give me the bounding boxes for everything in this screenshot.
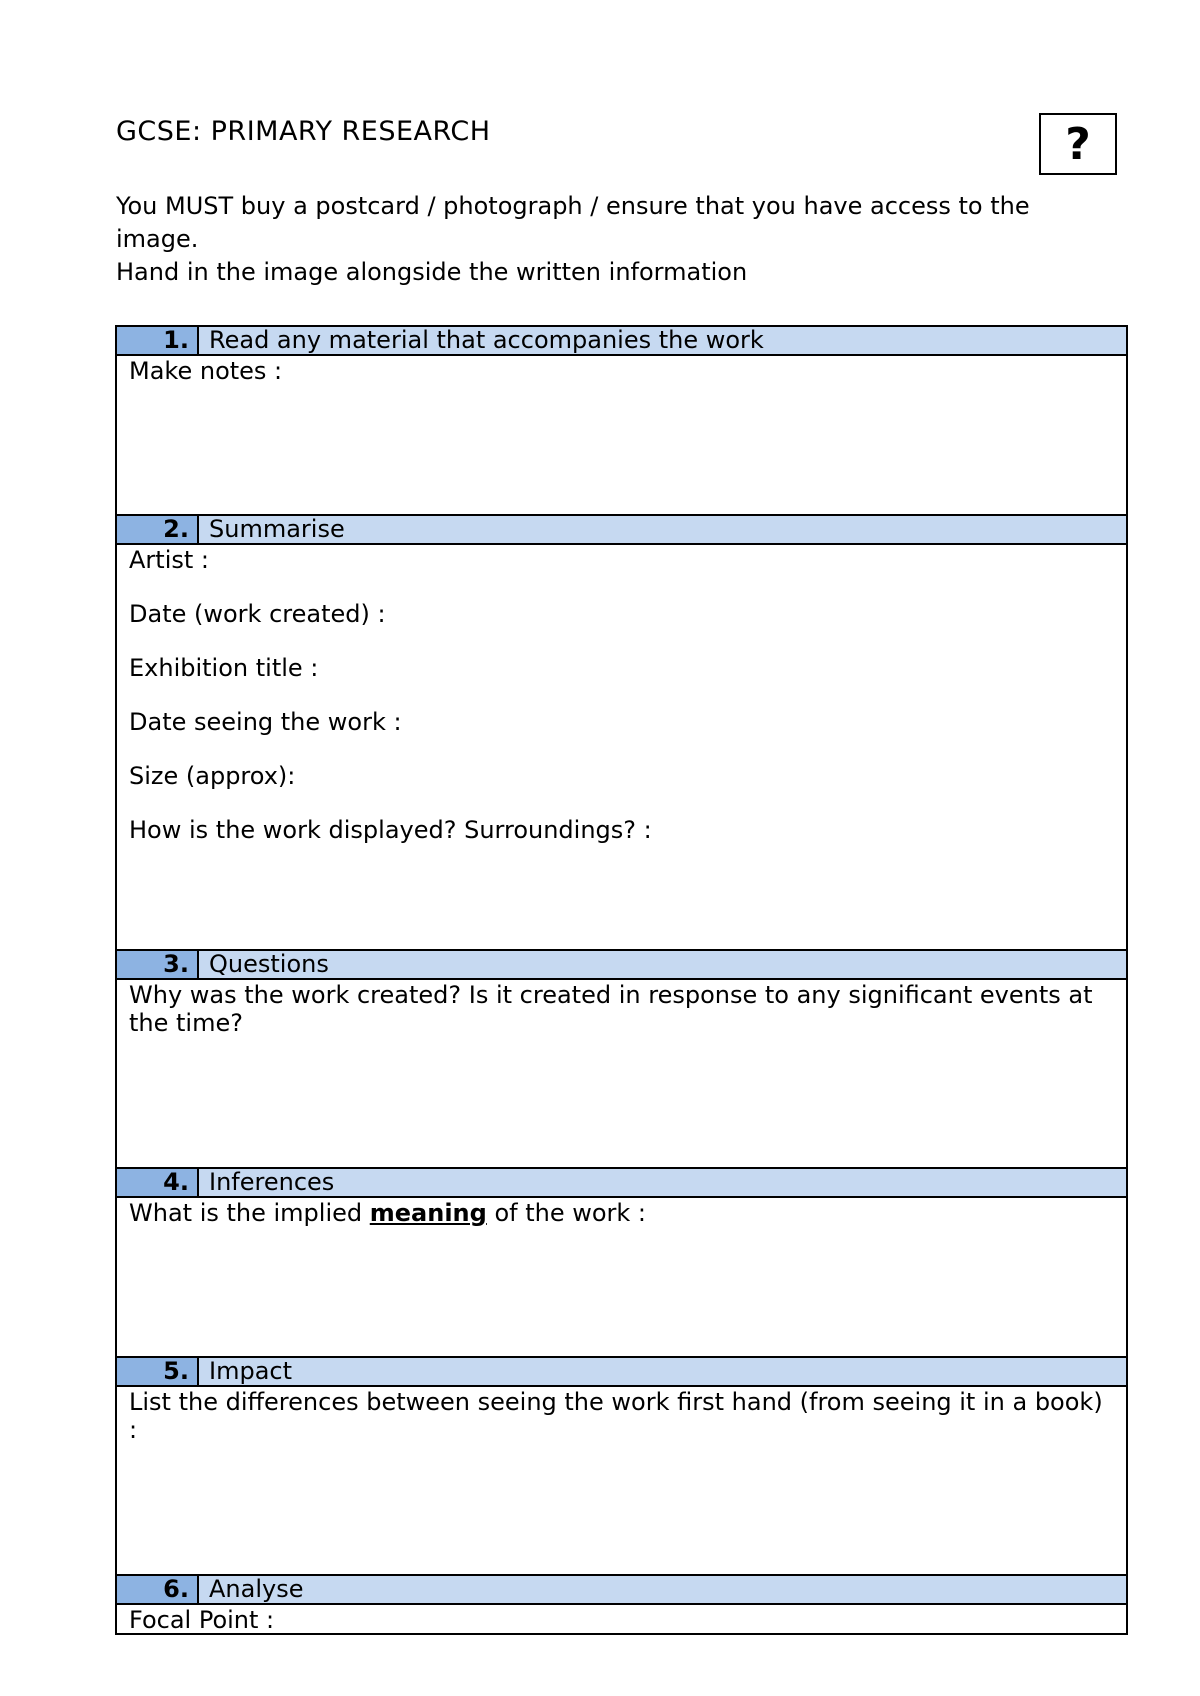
prompt-text: Make notes : — [129, 357, 283, 385]
prompt-text: Why was the work created? Is it created in response to any significant events at the time? — [129, 981, 1093, 1037]
field-date-created: Date (work created) : — [129, 600, 386, 628]
prompt-before: What is the implied — [129, 1199, 370, 1227]
section-body-questions[interactable] — [117, 980, 1126, 1169]
section-heading: Questions — [209, 950, 329, 978]
section-number: 6. — [117, 1576, 199, 1603]
section-header-4 — [117, 1169, 1126, 1198]
field-display: How is the work displayed? Surroundings? : — [129, 816, 652, 844]
prompt-text: List the differences between seeing the work first hand (from seeing it in a book) : — [129, 1388, 1103, 1444]
section-number: 2. — [117, 516, 199, 543]
section-heading: Impact — [209, 1357, 293, 1385]
field-size: Size (approx): — [129, 762, 296, 790]
prompt-after: of the work : — [486, 1199, 647, 1227]
section-number: 4. — [117, 1169, 199, 1196]
section-body-summary[interactable] — [117, 545, 1126, 951]
prompt-text: Focal Point : — [129, 1606, 275, 1634]
field-exhibition-title: Exhibition title : — [129, 654, 319, 682]
field-date-seen: Date seeing the work : — [129, 708, 402, 736]
page-title: GCSE: PRIMARY RESEARCH — [116, 116, 491, 147]
section-header-1 — [117, 327, 1126, 356]
section-heading: Inferences — [209, 1168, 335, 1196]
section-header-6 — [117, 1576, 1126, 1605]
prompt-text — [129, 1199, 1114, 1227]
field-artist: Artist : — [129, 546, 209, 574]
section-heading: Read any material that accompanies the work — [209, 326, 764, 354]
research-form — [115, 325, 1128, 1635]
intro-line-1: You MUST buy a postcard / photograph / ensure that you have access to the image. — [116, 192, 1030, 253]
prompt-emphasis: meaning — [369, 1199, 487, 1227]
section-body-notes[interactable] — [117, 356, 1126, 516]
section-header-5 — [117, 1358, 1126, 1387]
intro-line-2: Hand in the image alongside the written information — [116, 258, 748, 286]
section-heading: Analyse — [209, 1575, 304, 1603]
section-number: 3. — [117, 951, 199, 978]
section-header-3 — [117, 951, 1126, 980]
section-body-impact[interactable] — [117, 1387, 1126, 1576]
section-number: 5. — [117, 1358, 199, 1385]
section-heading: Summarise — [209, 515, 345, 543]
section-body-inferences[interactable] — [117, 1198, 1126, 1358]
intro-instructions — [116, 190, 1076, 289]
section-body-analyse[interactable] — [117, 1605, 1126, 1633]
section-header-2 — [117, 516, 1126, 545]
section-number: 1. — [117, 327, 199, 354]
question-mark-icon: ? — [1039, 113, 1117, 175]
